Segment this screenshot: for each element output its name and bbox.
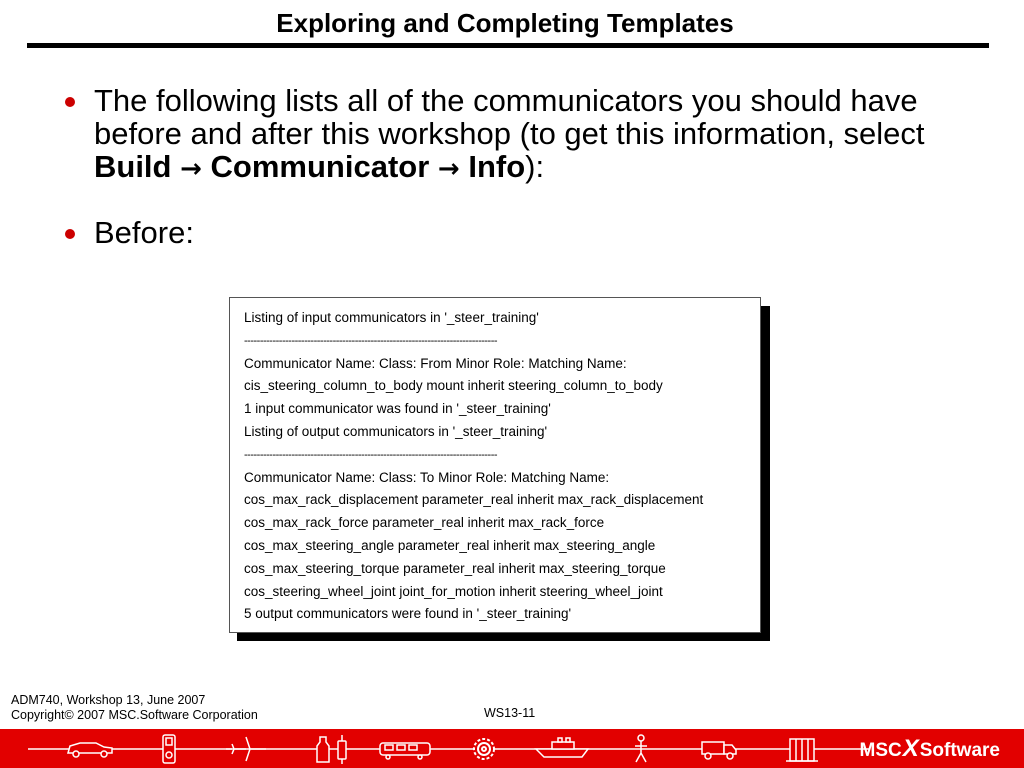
listing-line: Communicator Name: Class: To Minor Role: Matching Name: bbox=[244, 469, 610, 485]
communicator-listing-box bbox=[229, 297, 761, 633]
page-number: WS13-11 bbox=[484, 706, 536, 720]
listing-line: cos_max_rack_force parameter_real inherit max_rack_force bbox=[244, 515, 605, 531]
logo-msc: MSC bbox=[859, 740, 902, 761]
footer-band bbox=[0, 729, 1024, 768]
arrow-icon: → bbox=[437, 154, 460, 184]
bullet-item-instructions bbox=[60, 84, 960, 186]
menu-communicator: Communicator bbox=[210, 149, 430, 184]
listing-line: cos_steering_wheel_joint joint_for_motion inherit steering_wheel_joint bbox=[244, 583, 663, 599]
footer-info bbox=[11, 693, 258, 723]
airplane-icon bbox=[226, 737, 266, 761]
footer-icon-strip bbox=[0, 729, 880, 768]
listing-line: cis_steering_column_to_body mount inherit steering_column_to_body bbox=[244, 378, 663, 394]
bullet-list bbox=[60, 84, 960, 249]
listing-line: cos_max_steering_angle parameter_real inherit max_steering_angle bbox=[244, 537, 656, 553]
phone-icon bbox=[163, 735, 175, 763]
bullet-text-after: ): bbox=[525, 149, 545, 184]
title-divider bbox=[27, 43, 989, 48]
listing-line: 1 input communicator was found in '_steer_training' bbox=[244, 401, 551, 417]
page-title: Exploring and Completing Templates bbox=[276, 8, 734, 38]
building-icon bbox=[786, 739, 818, 761]
logo-software: Software bbox=[919, 740, 1000, 761]
menu-info: Info bbox=[468, 149, 526, 184]
bullet-text-before: The following lists all of the communicators you should have before and after this workshop (to get this information, select bbox=[94, 83, 925, 151]
msc-software-logo bbox=[860, 737, 1001, 761]
listing-separator: -------------------------------------------------------------------------------- bbox=[244, 448, 498, 461]
bullet-dot bbox=[65, 229, 75, 239]
footer-course: ADM740, Workshop 13, June 2007 bbox=[11, 693, 206, 707]
listing-line: cos_max_rack_displacement parameter_real inherit max_rack_displacement bbox=[244, 492, 704, 508]
car-icon bbox=[68, 743, 112, 757]
bottle-icon bbox=[317, 737, 329, 762]
gear-icon bbox=[474, 739, 494, 759]
bullet-text: Before: bbox=[94, 215, 194, 250]
listing-line: 5 output communicators were found in '_steer_training' bbox=[244, 606, 572, 622]
bullet-dot bbox=[65, 97, 75, 107]
truck-icon bbox=[702, 742, 736, 759]
train-icon bbox=[380, 743, 430, 759]
syringe-icon bbox=[338, 735, 346, 764]
arrow-icon: → bbox=[180, 154, 202, 184]
listing-line: Listing of output communicators in '_steer_training' bbox=[244, 423, 548, 439]
listing-line: Communicator Name: Class: From Minor Role: Matching Name: bbox=[244, 355, 627, 371]
listing-separator: -------------------------------------------------------------------------------- bbox=[244, 334, 498, 347]
menu-build: Build bbox=[94, 149, 172, 184]
bullet-item-before bbox=[60, 216, 960, 249]
ship-icon bbox=[536, 738, 588, 757]
listing-line: Listing of input communicators in '_steer_training' bbox=[244, 310, 539, 325]
listing-line: cos_max_steering_torque parameter_real inherit max_steering_torque bbox=[244, 560, 666, 576]
logo-x-mark: X bbox=[902, 735, 919, 762]
footer-copyright: Copyright© 2007 MSC.Software Corporation bbox=[11, 708, 258, 722]
